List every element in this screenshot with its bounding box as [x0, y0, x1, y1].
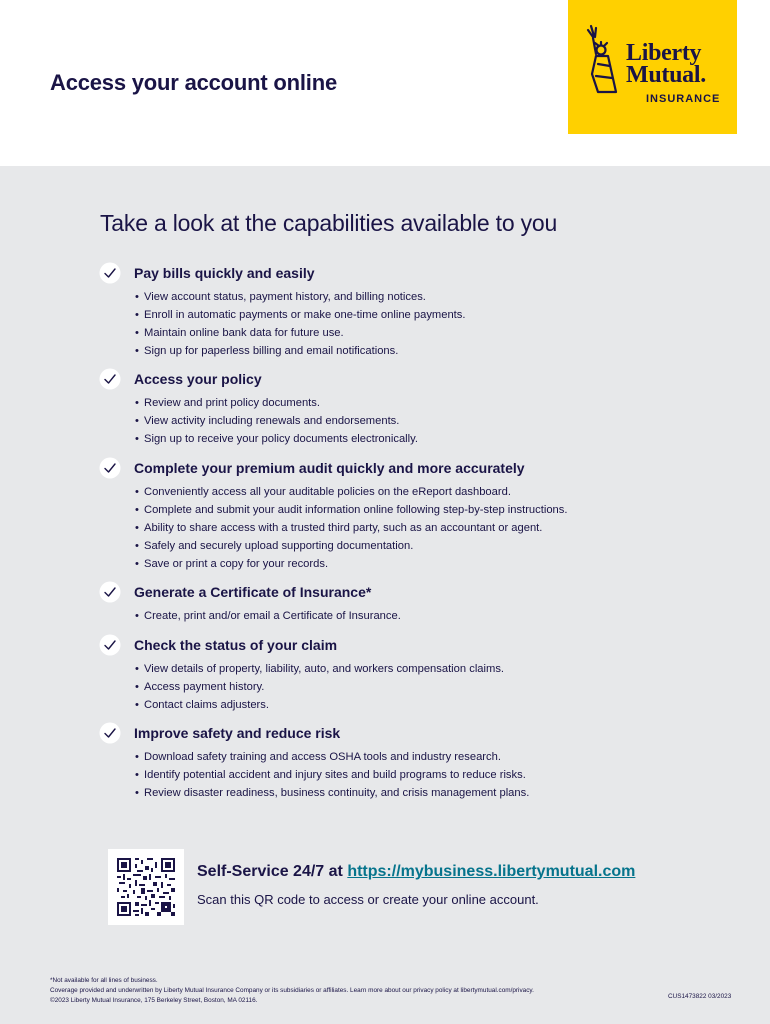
capability-title: Improve safety and reduce risk — [134, 725, 341, 741]
capability-title: Check the status of your claim — [134, 637, 338, 653]
checkmark-icon — [98, 457, 122, 479]
logo-wordmark — [626, 42, 706, 86]
capability-list — [135, 394, 658, 448]
list-item: • Access payment history. — [135, 678, 658, 696]
footer-line: Coverage provided and underwritten by Liberty Mutual Insurance Company or its subsidiaries or affiliates. Learn more about our privacy policy at libertymutual.com/privacy. — [50, 987, 534, 994]
scan-instructions: Scan this QR code to access or create your online account. — [197, 892, 539, 907]
capability-list — [135, 660, 658, 714]
logo-subtitle: INSURANCE — [646, 93, 721, 105]
capability-header — [98, 368, 658, 390]
list-item: • Create, print and/or email a Certificate of Insurance. — [135, 607, 658, 625]
logo-line2: Mutual. — [626, 62, 706, 88]
list-item: • Conveniently access all your auditable policies on the eReport dashboard. — [135, 483, 658, 501]
capability-header — [98, 262, 658, 284]
capability-header — [98, 634, 658, 656]
list-item: • Review disaster readiness, business continuity, and crisis management plans. — [135, 784, 658, 802]
page-title: Access your account online — [50, 70, 337, 95]
capability-title: Pay bills quickly and easily — [134, 265, 315, 281]
checkmark-icon — [98, 262, 122, 284]
footer-line: ©2023 Liberty Mutual Insurance, 175 Berkeley Street, Boston, MA 02116. — [50, 997, 258, 1004]
selfservice-label: Self-Service 24/7 at — [197, 863, 348, 880]
selfservice-link[interactable]: https://mybusiness.libertymutual.com — [347, 863, 636, 880]
footer-disclaimer — [50, 976, 534, 1006]
capability-title: Complete your premium audit quickly and more accurately — [134, 460, 525, 476]
list-item: • Save or print a copy for your records. — [135, 555, 658, 573]
capability-list — [135, 483, 658, 573]
capability-list — [135, 607, 658, 625]
capability-title: Access your policy — [134, 371, 262, 387]
list-item: • Ability to share access with a trusted third party, such as an accountant or agent. — [135, 519, 658, 537]
list-item: • Sign up for paperless billing and email notifications. — [135, 342, 658, 360]
checkmark-icon — [98, 722, 122, 744]
liberty-mutual-logo — [568, 0, 737, 134]
capability-certificate — [98, 581, 658, 625]
list-item: • View details of property, liability, auto, and workers compensation claims. — [135, 660, 658, 678]
capability-header — [98, 722, 658, 744]
capability-claim-status — [98, 634, 658, 714]
qr-code-card[interactable] — [108, 849, 184, 925]
list-item: • Review and print policy documents. — [135, 394, 658, 412]
checkmark-icon — [98, 368, 122, 390]
statue-of-liberty-icon — [582, 24, 622, 94]
list-item: • Contact claims adjusters. — [135, 696, 658, 714]
capability-access-policy — [98, 368, 658, 448]
list-item: • Enroll in automatic payments or make one-time online payments. — [135, 306, 658, 324]
qr-code-icon[interactable] — [117, 858, 175, 916]
capability-header — [98, 457, 658, 479]
logo-line1: Liberty — [626, 40, 702, 66]
capability-premium-audit — [98, 457, 658, 573]
list-item: • Sign up to receive your policy documents electronically. — [135, 430, 658, 448]
footer-line: *Not available for all lines of business. — [50, 977, 158, 984]
list-item: • Identify potential accident and injury sites and build programs to reduce risks. — [135, 766, 658, 784]
capability-list — [135, 748, 658, 802]
checkmark-icon — [98, 581, 122, 603]
capability-header — [98, 581, 658, 603]
list-item: • View activity including renewals and endorsements. — [135, 412, 658, 430]
capability-safety — [98, 722, 658, 802]
header — [0, 0, 770, 166]
selfservice-line — [197, 863, 635, 881]
list-item: • Safely and securely upload supporting documentation. — [135, 537, 658, 555]
list-item: • Download safety training and access OSHA tools and industry research. — [135, 748, 658, 766]
capability-pay-bills — [98, 262, 658, 360]
list-item: • View account status, payment history, and billing notices. — [135, 288, 658, 306]
capability-title: Generate a Certificate of Insurance* — [134, 584, 372, 600]
form-code: CUS1473822 03/2023 — [668, 993, 732, 1000]
list-item: • Maintain online bank data for future use. — [135, 324, 658, 342]
section-heading: Take a look at the capabilities available to you — [100, 210, 558, 236]
capability-list — [135, 288, 658, 360]
checkmark-icon — [98, 634, 122, 656]
list-item: • Complete and submit your audit information online following step-by-step instructions. — [135, 501, 658, 519]
